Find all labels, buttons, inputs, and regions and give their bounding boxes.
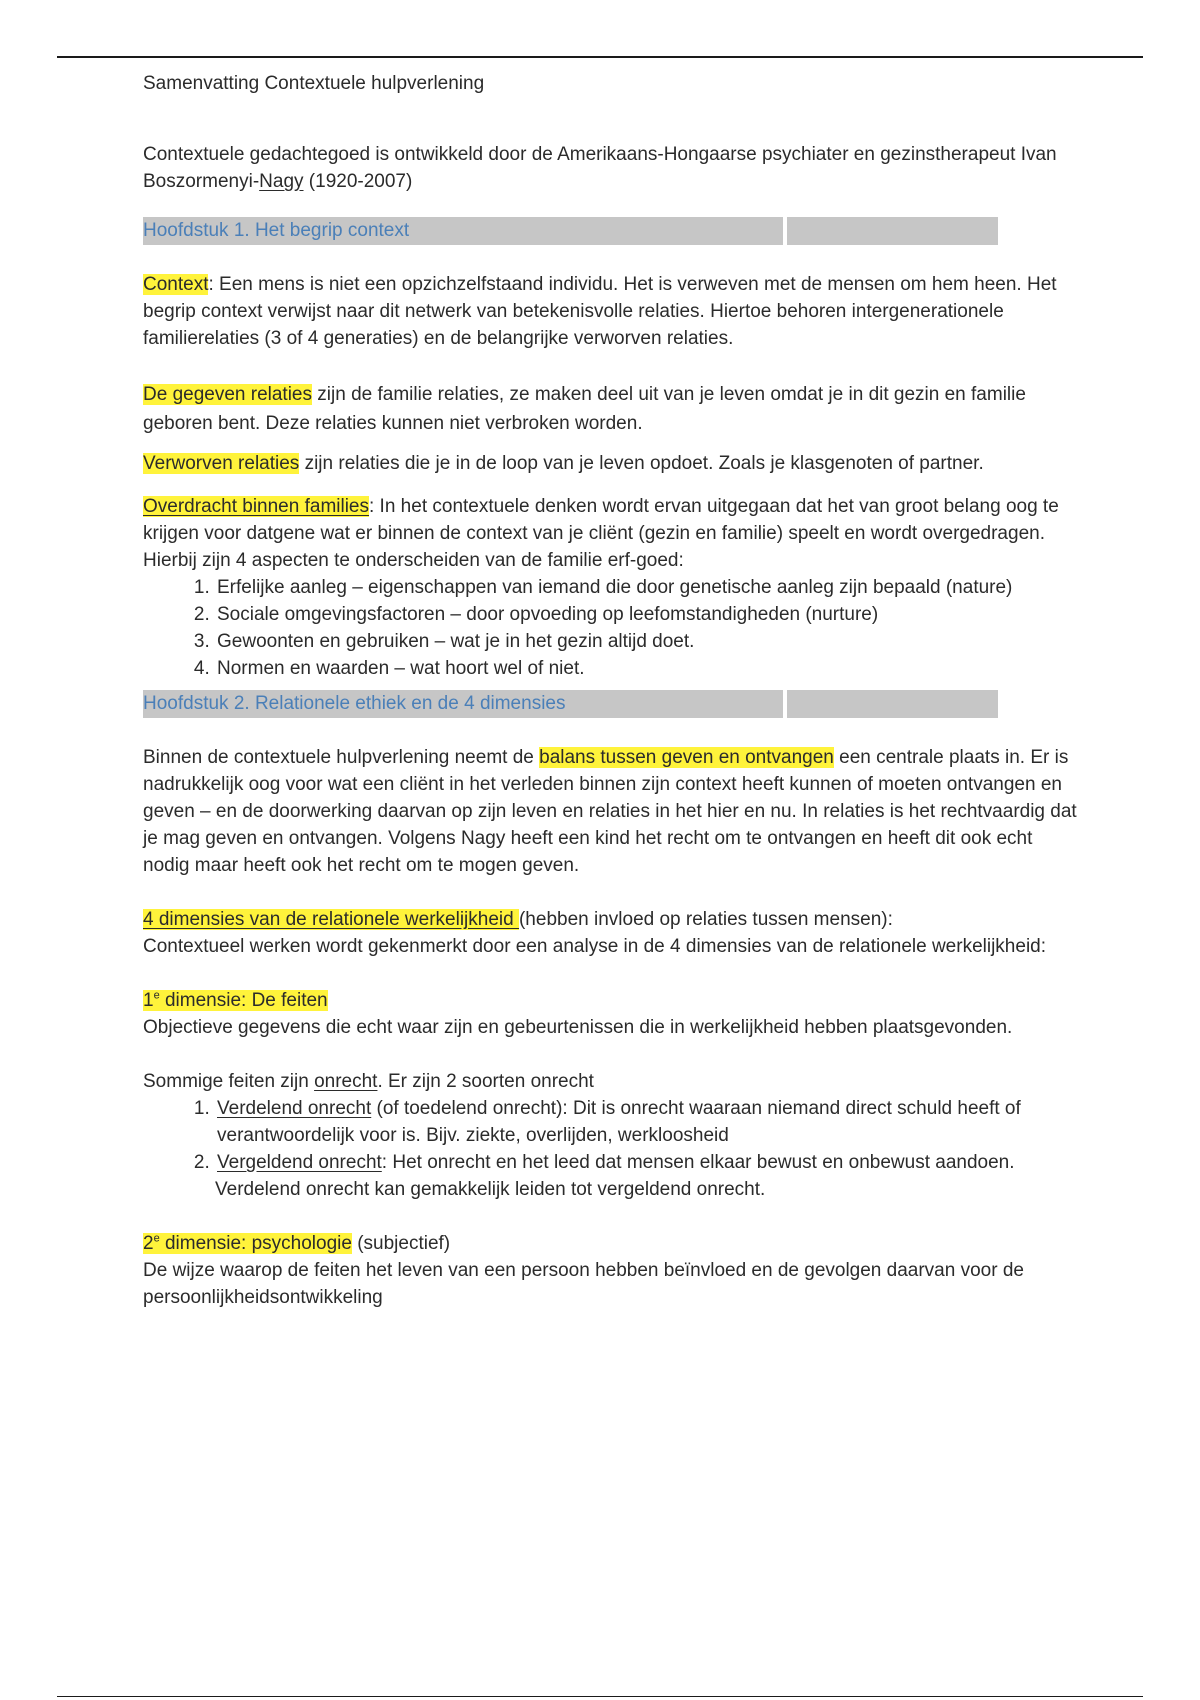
dimension-2-heading: 2e dimensie: psychologie (subjectief) [143,1232,451,1254]
dimensies-heading-line: 4 dimensies van de relationele werkelijkheid (hebben invloed op relaties tussen mensen): [143,909,893,930]
verworven-relaties-paragraph: Verworven relaties zijn relaties die je in de loop van je leven opdoet. Zoals je klasgenoten of partner. [143,453,984,474]
intro-paragraph: Contextuele gedachtegoed is ontwikkeld door de Amerikaans-Hongaarse psychiater en gezinstherapeut Ivan Boszormenyi-Nagy (1920-2007) [143,144,1057,192]
list-item: 2. Vergeldend onrecht: Het onrecht en het leed dat mensen elkaar bewust en onbewust aandoen. [215,1149,1083,1176]
balans-paragraph: Binnen de contextuele hulpverlening neemt de balans tussen geven en ontvangen een centrale plaats in. Er is nadrukkelijk oog voor wat een cliënt in het verleden binnen zijn context heeft kunnen of moeten ontvangen en geven – en de doorwerking daarvan op zijn leven en relaties in het hier en nu. In relaties is het rechtvaardig dat je mag geven en ontvangen. Volgens Nagy heeft een kind het recht om te ontvangen en heeft dit ook echt nodig maar heeft ook het recht om te mogen geven. [143,747,1077,876]
bottom-rule [57,1696,1143,1697]
overdracht-paragraph: Overdracht binnen families: In het contextuele denken wordt ervan uitgegaan dat het van groot belang oog te krijgen voor datgene wat er binnen de context van je cliënt (gezin en familie) speelt en wordt overgedragen. [143,496,1059,544]
document-title: Samenvatting Contextuele hulpverlening [143,73,485,94]
dimension-1-heading: 1e dimensie: De feiten [143,989,328,1011]
dimension-2-text: De wijze waarop de feiten het leven van een persoon hebben beïnvloed en de gevolgen daarvan voor de persoonlijkheidsontwikkeling [143,1260,1024,1308]
gegeven-relaties-paragraph: De gegeven relaties zijn de familie relaties, ze maken deel uit van je leven omdat je in dit gezin en familie geboren bent. Deze relaties kunnen niet verbroken worden. [143,384,1026,434]
heading-divider [783,690,787,718]
dimensies-term: 4 dimensies van de relationele werkelijkheid [143,909,519,930]
onrecht-list [143,1095,1083,1176]
chapter-2-heading: Hoofdstuk 2. Relationele ethiek en de 4 dimensies [143,690,998,718]
balans-term: balans tussen geven en ontvangen [539,747,834,768]
aspects-list [143,574,1083,682]
nagy-underlined: Nagy [259,171,304,192]
top-rule [57,56,1143,58]
dimensies-body: Contextueel werken wordt gekenmerkt door een analyse in de 4 dimensies van de relationele werkelijkheid: [143,936,1047,957]
onrecht-term: onrecht [314,1071,378,1092]
overdracht-term: Overdracht binnen families [143,496,369,517]
list-item: 1. Verdelend onrecht (of toedelend onrecht): Dit is onrecht waaraan niemand direct schuld heeft of verantwoordelijk voor is. Bijv. ziekte, overlijden, werkloosheid [215,1095,1083,1149]
list-item: 1. Erfelijke aanleg – eigenschappen van iemand die door genetische aanleg zijn bepaald (nature) [215,574,1083,601]
context-paragraph: Context: Een mens is niet een opzichzelfstaand individu. Het is verweven met de mensen om hem heen. Het begrip context verwijst naar dit netwerk van betekenisvolle relaties. Hiertoe behoren intergenerationele familierelaties (3 of 4 generaties) en de belangrijke verworven relaties. [143,274,1057,349]
heading-divider [783,217,787,245]
verworven-relaties-term: Verworven relaties [143,453,300,474]
gegeven-relaties-term: De gegeven relaties [143,384,312,405]
list-item: 3. Gewoonten en gebruiken – wat je in het gezin altijd doet. [215,628,1083,655]
chapter-1-heading: Hoofdstuk 1. Het begrip context [143,217,998,245]
context-term: Context [143,274,209,295]
onrecht-note: Verdelend onrecht kan gemakkelijk leiden tot vergeldend onrecht. [215,1179,766,1200]
list-item: 2. Sociale omgevingsfactoren – door opvoeding op leefomstandigheden (nurture) [215,601,1083,628]
onrecht-intro: Sommige feiten zijn onrecht. Er zijn 2 soorten onrecht [143,1071,594,1092]
aspects-intro: Hierbij zijn 4 aspecten te onderscheiden van de familie erf-goed: [143,550,684,571]
document-page [143,70,1083,1311]
dimension-1-text: Objectieve gegevens die echt waar zijn en gebeurtenissen die in werkelijkheid hebben plaatsgevonden. [143,1017,1013,1038]
list-item: 4. Normen en waarden – wat hoort wel of niet. [215,655,1083,682]
